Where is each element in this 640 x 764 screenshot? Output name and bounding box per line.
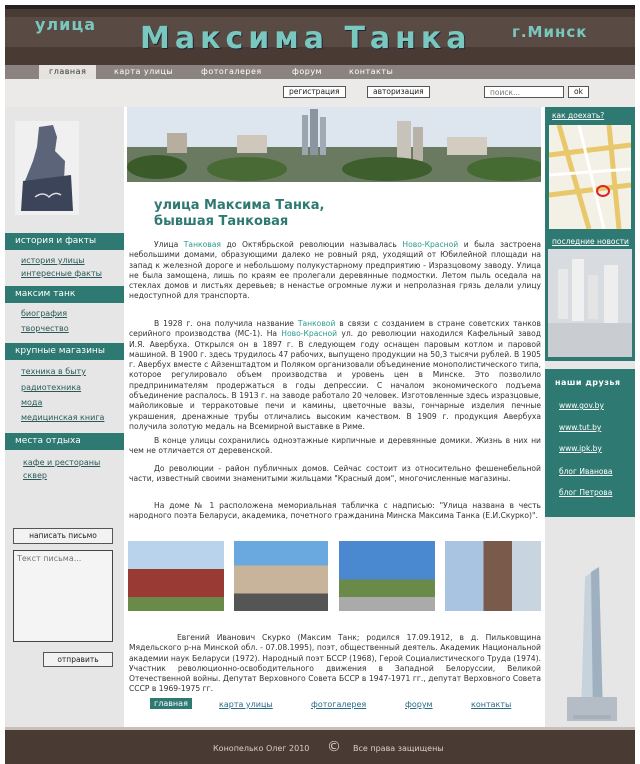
top-nav: [5, 65, 635, 79]
gallery-photo-3[interactable]: [339, 541, 435, 611]
gallery-photo-1[interactable]: [128, 541, 224, 611]
news-image[interactable]: [548, 249, 632, 357]
footer-rights: Все права защищены: [353, 744, 444, 753]
link-cafes[interactable]: кафе и рестораны: [23, 458, 101, 467]
friend-link-ipk[interactable]: www.ipk.by: [559, 444, 602, 453]
header-street-label: улица: [35, 15, 97, 34]
link-appliances[interactable]: техника в быту: [21, 367, 86, 376]
nav-forum[interactable]: форум: [292, 67, 323, 76]
section-history: история и факты: [5, 233, 124, 250]
send-button[interactable]: отправить: [43, 652, 113, 667]
friend-link-petrov[interactable]: блог Петрова: [559, 488, 613, 497]
site-title: Максима Танка: [140, 21, 472, 56]
link-radio[interactable]: радиотехника: [21, 383, 82, 392]
monument-image: [15, 121, 79, 215]
link-street-history[interactable]: история улицы: [21, 256, 85, 265]
paragraph-biography: Евгений Иванович Скурко (Максим Танк; родился 17.09.1912, в д. Пильковщина Мядельского р-на Минской обл. - 07.08.1995), поэт, общественный деятель. Академик Национальной академии наук Беларуси (1972). Народный поэт БССР (1968), Герой Социалистического Труда (1974). Участник революционно-освободительного движения в Западной Белоруссии, Великой Отечественной войны. Депутат Верховного Совета БССР в 1947-1971 гг., депутат Верховного Совета СССР в 1969-1975 гг.: [129, 633, 541, 694]
section-shops: крупные магазины: [5, 343, 124, 360]
nav-gallery[interactable]: фотогалерея: [201, 67, 262, 76]
gallery-photo-2[interactable]: [234, 541, 328, 611]
nav-home[interactable]: главная: [39, 65, 96, 79]
paragraph-3: В конце улицы сохранились одноэтажные кирпичные и деревянные домики. Жизнь в них ни чем не отличается от деревенской.: [129, 436, 541, 456]
map-panel: [545, 107, 635, 233]
site-header: [5, 5, 635, 65]
header-city: г.Минск: [512, 23, 588, 41]
section-recreation: места отдыха: [5, 433, 124, 450]
left-sidebar: [5, 107, 124, 727]
login-button[interactable]: авторизация: [367, 86, 430, 98]
link-square[interactable]: сквер: [23, 471, 47, 480]
link-biography[interactable]: биография: [21, 309, 68, 318]
register-button[interactable]: регистрация: [283, 86, 346, 98]
how-to-get-link[interactable]: как доехать?: [552, 111, 605, 120]
bottom-nav-gallery[interactable]: фотогалерея: [311, 700, 367, 709]
friends-panel: [545, 369, 635, 517]
bottom-nav-home[interactable]: главная: [150, 698, 192, 709]
link-interesting-facts[interactable]: интересные факты: [21, 269, 102, 278]
paragraph-1: Улица Танковая до Октябрьской революции называлась Ново-Красной и была застроена небольшими домами, образующими далеко не ровный ряд, уходящий от Юбилейной площади на запад к железной дороге и небольшому полукустарному предприятию - Изразцовому заводу. Улица не была замощена, лишь по краям ее пролегали деревянные подмостки. Летом пыль оседала на стеклах домов и листьях деревьев; в ненастье огромные лужи и непролазная грязь делали улицу недоступной для транспорта.: [129, 240, 541, 301]
latest-news-link[interactable]: последние новости: [552, 237, 629, 246]
city-panorama-image: [127, 107, 541, 182]
search-ok-button[interactable]: ok: [568, 86, 589, 98]
news-panel: [545, 233, 635, 361]
page-heading-line2: бывшая Танковая: [154, 214, 289, 229]
section-maxim-tank: максим танк: [5, 286, 124, 303]
nav-street-map[interactable]: карта улицы: [114, 67, 174, 76]
link-fashion[interactable]: мода: [21, 398, 43, 407]
page-heading-line1: улица Максима Танка,: [154, 198, 325, 213]
gallery-photo-4[interactable]: [445, 541, 541, 611]
link-medical-book[interactable]: медицинская книга: [21, 413, 105, 422]
link-works[interactable]: творчество: [21, 324, 69, 333]
bottom-nav-map[interactable]: карта улицы: [219, 700, 273, 709]
paragraph-4: До революции - район публичных домов. Сейчас состоит из относительно фешенебельной части, известный своими знаменитыми жильцами "Красный дом", многочисленные магазины.: [129, 464, 541, 484]
friend-link-ivanov[interactable]: блог Иванова: [559, 467, 613, 476]
footer-author: Конопелько Олег 2010: [213, 744, 310, 753]
write-letter-button[interactable]: написать письмо: [13, 528, 113, 544]
street-map-image[interactable]: [549, 125, 631, 229]
friend-link-tut[interactable]: www.tut.by: [559, 423, 602, 432]
copyright-symbol: ©: [327, 739, 341, 755]
bottom-nav-forum[interactable]: форум: [405, 700, 433, 709]
paragraph-2: В 1928 г. она получила название Танковой в связи с созданием в стране советских танков серийного производства (МС-1). На Ново-Красной ул. до революции находился Кафельный завод И.Я. Авербуха. Открылся он в 1897 г. В следующем году оснащен паровым котлом и паровой машиной. В 1900 г. здесь трудилось 47 рабочих, выпущено продукции на 50,3 тысячи рублей. В 1905 г. Авербух вместе с Айзенштадтом и Поляком организовали объединение монополистического типа, которое регулировало объем производства и уровень цен в Минске. Это позволило предпринимателям продержаться в годы депрессии. С началом экономического подъема объединение распалось. В 1913 г. на заводе работало 20 человек. Изготовленные здесь изразцовые, майоликовые и терракотовые печи и камины, цветочные вазы, гончарные изделия печные украшения, дренажные трубы отличались высоким качеством. В 1909 г. продукция Авербуха получила золотую медаль на Всемирной выставке в Риме.: [129, 319, 542, 431]
toolbar: [5, 79, 635, 107]
site-footer: [5, 727, 635, 764]
right-sidebar: [545, 107, 635, 727]
main-content: [124, 107, 545, 727]
letter-textarea[interactable]: [13, 550, 113, 642]
paragraph-5: На доме № 1 расположена мемориальная табличка с надписью: "Улица названа в честь народного поэта Беларуси, академика, почетного гражданина Минска Максима Танка (Е.И.Скурко)".: [129, 501, 541, 521]
bottom-nav-contacts[interactable]: контакты: [471, 700, 512, 709]
search-input[interactable]: [484, 86, 564, 98]
nav-contacts[interactable]: контакты: [349, 67, 394, 76]
skyscraper-image: [563, 557, 619, 725]
friends-title: наши друзья: [555, 378, 621, 387]
friend-link-gov[interactable]: www.gov.by: [559, 401, 604, 410]
